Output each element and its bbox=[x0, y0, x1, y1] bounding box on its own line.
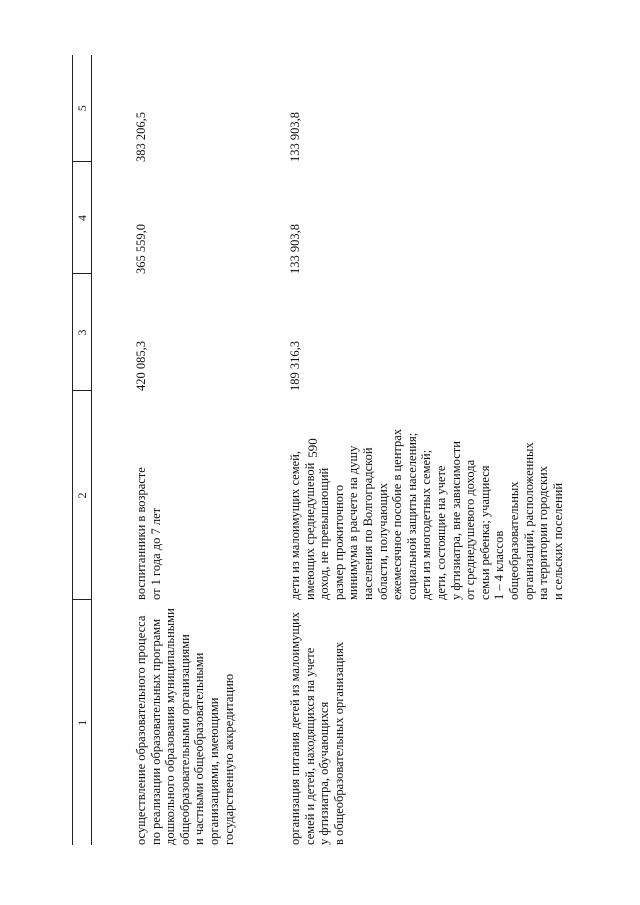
row-1-value-col3: 420 085,3 bbox=[134, 341, 148, 391]
row-1-description: осуществление образовательного процесса по реализации образовательных программ дошкольного образования муниципальными общеобразовательными организациями и частными общеобразовательными организациями, имеющими государственную аккредитацию bbox=[134, 608, 236, 845]
header-col-5: 5 bbox=[73, 55, 92, 162]
row-2-value-col3: 189 316,3 bbox=[288, 341, 302, 391]
row-2-value-col4: 133 903,8 bbox=[288, 224, 302, 274]
page-number: 590 bbox=[304, 438, 320, 458]
row-2-description: организация питания детей из малоимущих семей и детей, находящихся на учете у фтизиатра, обучающихся в общеобразовательных организациях bbox=[288, 612, 346, 845]
header-col-2: 2 bbox=[73, 391, 92, 600]
table-row bbox=[264, 55, 565, 845]
header-col-4: 4 bbox=[73, 162, 92, 274]
row-1-value-col5: 383 206,5 bbox=[134, 112, 148, 162]
header-col-3: 3 bbox=[73, 274, 92, 391]
row-2-value-col5: 133 903,8 bbox=[288, 112, 302, 162]
table-row bbox=[92, 55, 265, 845]
budget-table bbox=[72, 55, 565, 845]
rotated-table-container bbox=[72, 55, 572, 845]
table-header-row bbox=[73, 55, 92, 845]
row-1-recipients: воспитанники в возрасте от 1 года до 7 лет bbox=[134, 467, 163, 600]
header-col-1: 1 bbox=[73, 600, 92, 845]
row-2-recipients: дети из малоимущих семей, имеющих среднедушевой доход, не превышающий размер прожиточного минимума в расчете на душу населения по Волгоградской области, получающих ежемесячное пособие в центрах социальной защиты населения; дети из многодетных семей; дети, состоящие на учете у фтизиатра, вне зависимости от среднедушевого дохода семьи ребенка; учащиеся 1 – 4 классов общеобразовательных организаций, расположенных на территории городских и сельских поселений bbox=[288, 428, 565, 600]
row-1-value-col4: 365 559,0 bbox=[134, 224, 148, 274]
